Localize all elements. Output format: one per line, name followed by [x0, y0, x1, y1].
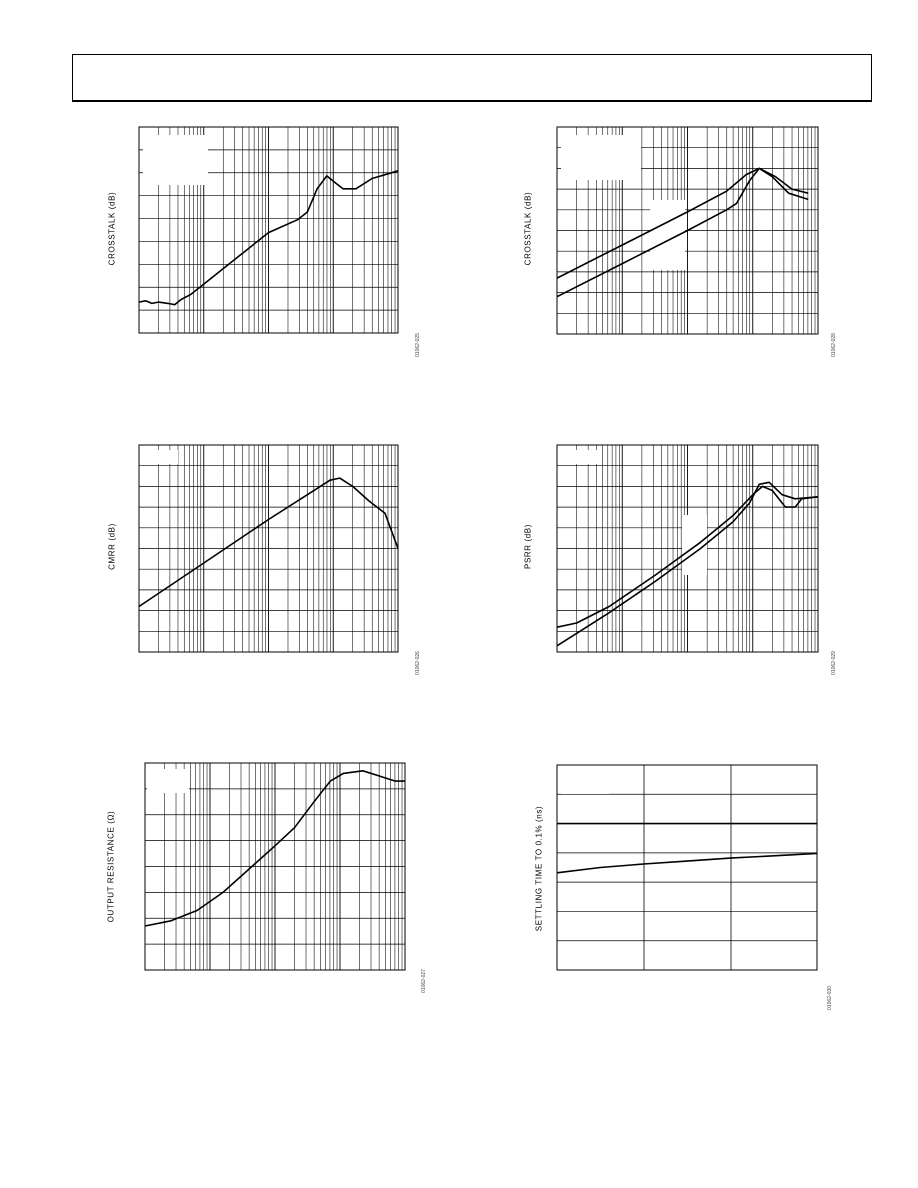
output-resistance-figure-id: 01062-027 — [421, 969, 427, 993]
psrr-ylabel: PSRR (dB) — [523, 524, 533, 569]
crosstalk-2-figure-id: 01062-028 — [831, 333, 837, 357]
series-line-1 — [557, 853, 817, 872]
settling-time-figure-id: 01062-030 — [827, 986, 833, 1010]
crosstalk-2-ylabel: CROSSTALK (dB) — [523, 191, 533, 266]
output-resistance-ylabel: OUTPUT RESISTANCE (Ω) — [106, 810, 116, 923]
psrr-figure-id: 01062-029 — [831, 651, 837, 675]
crosstalk-1-figure-id: 01062-025 — [415, 333, 421, 357]
legend-blank — [561, 770, 609, 794]
cmrr-ylabel: CMRR (dB) — [107, 523, 117, 570]
crosstalk-1-ylabel: CROSSTALK (dB) — [107, 191, 117, 266]
cmrr-figure-id: 01062-026 — [415, 651, 421, 675]
settling-time-ylabel: SETTLING TIME TO 0.1% (ns) — [534, 805, 544, 932]
